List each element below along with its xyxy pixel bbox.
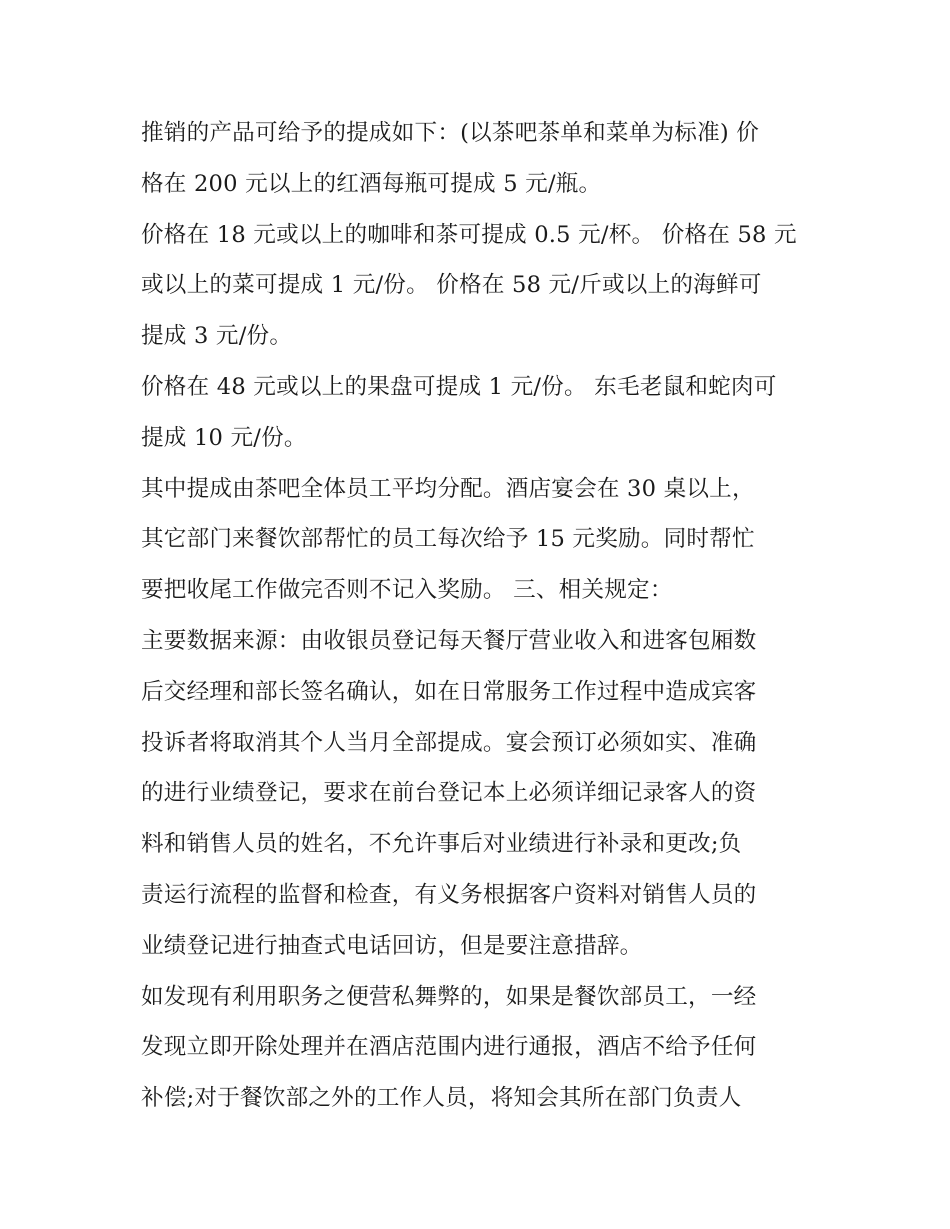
text-line: 补偿;对于餐饮部之外的工作人员，将知会其所在部门负责人	[141, 1085, 742, 1112]
text-line: 提成 10 元/份。	[141, 424, 307, 451]
text-line: 主要数据来源：由收银员登记每天餐厅营业收入和进客包厢数	[141, 627, 757, 654]
text-line: 如发现有利用职务之便营私舞弊的，如果是餐饮部员工，一经	[141, 983, 757, 1010]
text-line: 发现立即开除处理并在酒店范围内进行通报，酒店不给予任何	[141, 1034, 757, 1061]
body-text	[141, 108, 821, 1124]
text-line: 格在 200 元以上的红酒每瓶可提成 5 元/瓶。	[141, 170, 602, 197]
text-line: 价格在 18 元或以上的咖啡和茶可提成 0.5 元/杯。 价格在 58 元	[141, 221, 797, 248]
text-line: 业绩登记进行抽查式电话回访，但是要注意措辞。	[141, 932, 643, 959]
text-line: 的进行业绩登记，要求在前台登记本上必须详细记录客人的资	[141, 780, 757, 807]
text-line: 价格在 48 元或以上的果盘可提成 1 元/份。 东毛老鼠和蛇肉可	[141, 373, 777, 400]
text-line: 责运行流程的监督和检查，有义务根据客户资料对销售人员的	[141, 881, 757, 908]
text-line: 推销的产品可给予的提成如下：(以茶吧茶单和菜单为标准) 价	[141, 120, 760, 146]
text-line: 料和销售人员的姓名，不允许事后对业绩进行补录和更改;负	[141, 831, 742, 858]
text-line: 要把收尾工作做完否则不记入奖励。 三、相关规定：	[141, 577, 673, 604]
text-line: 投诉者将取消其个人当月全部提成。宴会预订必须如实、准确	[141, 729, 757, 756]
text-line: 其它部门来餐饮部帮忙的员工每次给予 15 元奖励。同时帮忙	[141, 526, 755, 553]
text-line: 其中提成由茶吧全体员工平均分配。酒店宴会在 30 桌以上，	[141, 475, 755, 502]
text-line: 提成 3 元/份。	[141, 323, 293, 350]
text-line: 或以上的菜可提成 1 元/份。 价格在 58 元/斤或以上的海鲜可	[141, 272, 762, 299]
text-line: 后交经理和部长签名确认，如在日常服务工作过程中造成宾客	[141, 678, 757, 705]
